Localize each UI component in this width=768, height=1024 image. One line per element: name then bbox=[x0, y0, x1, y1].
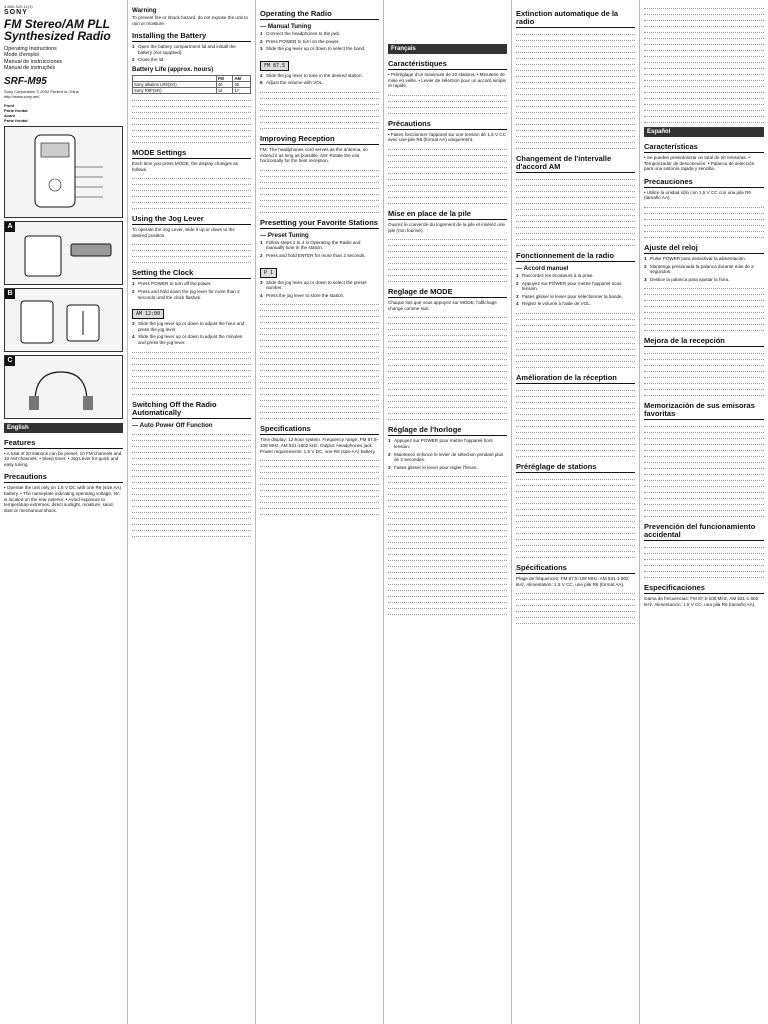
prevencion-heading: Prevención del funcionamiento accidental bbox=[644, 523, 764, 541]
jog-heading: Using the Jog Lever bbox=[132, 215, 251, 225]
language-tab-spanish: Español bbox=[644, 127, 764, 137]
column-6 bbox=[640, 0, 768, 1024]
website-url: http://www.sony.net/ bbox=[4, 93, 40, 99]
fonctionnement-step: 4 Réglez le volume à l'aide de VOL. bbox=[516, 301, 592, 307]
language-tab-french: Français bbox=[388, 44, 507, 54]
doc-title: FM Stereo/AM PLL Synthesized Radio bbox=[4, 17, 111, 43]
horloge-heading: Réglage de l'horloge bbox=[388, 426, 507, 436]
jog-text: To operate the Jog Lever, slide it up or down to the desired position. bbox=[132, 227, 235, 238]
table-row: Sony alkaline LR6(SG) 40 55 bbox=[133, 81, 251, 87]
operating-step: 5 Adjust the volume with VOL. bbox=[260, 80, 324, 86]
fonctionnement-step: 2 Appuyez sur POWER pour mettre l'appareil sous tension. bbox=[516, 280, 622, 292]
especificaciones-text: Gama de frecuencias: FM 87,5-108 MHz, AM 531-1 602 kHz. Alimentación: 1,5 V CC, una pila R6 (tamaño AA). bbox=[644, 596, 759, 607]
part-label: Parte frontal bbox=[4, 117, 28, 123]
part-label: Front bbox=[4, 102, 15, 108]
radio-front-figure bbox=[4, 126, 123, 218]
mise-heading: Mise en place de la pile bbox=[388, 210, 507, 220]
preset-subheading: — Preset Tuning bbox=[260, 231, 309, 239]
specs-text: Time display: 12-hour system. Frequency range: FM 87.5-108 MHz, AM 531-1602 kHz. Output: Headphones jack. Power requirements: 1.5 V DC, one R6 (size AA) battery. bbox=[260, 437, 379, 454]
radio-drawing bbox=[5, 127, 123, 215]
fonctionnement-subheading: — Accord manuel bbox=[516, 265, 569, 272]
preset-display-illustration: P 1 bbox=[260, 268, 277, 278]
specs-fr-heading: Spécifications bbox=[516, 564, 635, 574]
preset-step: 3 Slide the jog lever up or down to select the preset number. bbox=[260, 279, 367, 291]
language-tab-english: English bbox=[4, 423, 123, 433]
operating-step: 2 Press POWER to turn on the power. bbox=[260, 38, 340, 44]
reception-heading: Improving Reception bbox=[260, 135, 379, 145]
fonctionnement-heading: Fonctionnement de la radio bbox=[516, 252, 635, 262]
reloj-step: 2 Mantenga presionada la palanca durante más de 2 segundos. bbox=[644, 263, 754, 275]
specs-fr-text: Plage de fréquences: FM 87,5-108 MHz, AM 531-1 602 kHz. Alimentation: 1,5 V CC, une pile R6 (format AA). bbox=[516, 575, 629, 587]
clock-step: 1 Press POWER to turn off the power. bbox=[132, 281, 212, 287]
figure-b bbox=[4, 288, 123, 352]
preset-step: 1 Follow steps 1 to 4 in Operating the Radio and manually tune in the station. bbox=[260, 239, 361, 251]
table-header-row: FM AM bbox=[133, 75, 251, 81]
clock-step: 4 Slide the jog lever up or down to adjust the minutes and press the jog lever. bbox=[132, 334, 243, 345]
battery-life-label: Battery Life (approx. hours) bbox=[132, 65, 214, 73]
reloj-step: 1 Pulse POWER para desactivar la alimentación. bbox=[644, 255, 746, 261]
mise-text: Ouvrez le couvercle du logement de la pile et insérez une pile (non fournie). bbox=[388, 221, 505, 233]
column-4 bbox=[384, 0, 512, 1024]
auto-off-subheading: — Auto Power Off Function bbox=[132, 421, 213, 429]
column-2 bbox=[128, 0, 256, 1024]
column-1 bbox=[0, 0, 128, 1024]
memorizacion-heading: Memorización de sus emisoras favoritas bbox=[644, 402, 764, 420]
carac-heading: Características bbox=[644, 143, 764, 153]
precautions-fr-heading: Précautions bbox=[388, 120, 507, 130]
column-3 bbox=[256, 0, 384, 1024]
clock-display-illustration: AM 12:00 bbox=[132, 309, 164, 319]
part-label: Avant bbox=[4, 112, 15, 118]
clock-step: 3 Slide the jog lever up or down to adjust the hour and press the jog lever. bbox=[132, 321, 245, 332]
reloj-step: 3 Deslice la palanca para ajustar la hora. bbox=[644, 276, 730, 282]
column-5 bbox=[512, 0, 640, 1024]
operating-step: 4 Slide the jog lever to tune in the desired station. bbox=[260, 72, 363, 78]
language-item: Operating Instructions bbox=[4, 46, 57, 52]
preset-step: 4 Press the jog lever to store the station. bbox=[260, 292, 345, 298]
auto-off-heading: Switching Off the Radio Automatically bbox=[132, 401, 251, 419]
language-item: Manual de instrucciones bbox=[4, 58, 63, 65]
language-list bbox=[4, 46, 123, 72]
horloge-step: 1 Appuyez sur POWER pour mettre l'appareil hors tension. bbox=[388, 438, 493, 449]
preset-step: 2 Press and hold ENTER for more than 2 seconds. bbox=[260, 252, 366, 258]
warning-heading: Warning bbox=[132, 7, 157, 14]
figure-a bbox=[4, 221, 123, 285]
operating-step: 1 Connect the headphones to the jack. bbox=[260, 31, 341, 36]
mejora-heading: Mejora de la recepción bbox=[644, 337, 764, 347]
battery-life-table bbox=[132, 75, 251, 94]
preregl-heading: Préréglage de stations bbox=[516, 463, 635, 473]
operating-step: 3 Slide the jog lever up or down to select the band. bbox=[260, 46, 366, 52]
horloge-step: 2 Maintenez enfoncé le levier de sélection pendant plus de 2 secondes. bbox=[388, 451, 504, 463]
reloj-heading: Ajuste del reloj bbox=[644, 244, 764, 254]
features-text: • A total of 20 stations can be preset, 10 FM channels and 10 AM channels. • Sleep timer. • Jog Lever for quick and easy tuning. bbox=[4, 450, 122, 467]
warning-text: To prevent fire or shock hazard, do not expose the unit to rain or moisture. bbox=[132, 15, 248, 26]
precautions-fr-text: • Faites fonctionner l'appareil sur une tension de 1,5 V CC avec une pile R6 (format AA) uniquement. bbox=[388, 131, 506, 143]
mode-fr-text: Chaque fois que vous appuyez sur MODE, l'affichage change comme suit. bbox=[388, 300, 497, 311]
language-item: Manual de instruções bbox=[4, 65, 56, 72]
caract-text: • Préréglage d'un maximum de 20 stations. • Minuterie de mise en veille. • Levier de sélection pour un accord simple et rapide. bbox=[388, 72, 507, 89]
jog-lever-drawing bbox=[5, 289, 123, 349]
horloge-step: 3 Faites glisser le levier pour régler l'heure. bbox=[388, 464, 478, 470]
fm-display-illustration: FM 87.5 bbox=[260, 61, 289, 71]
mode-fr-heading: Reglage de MODE bbox=[388, 288, 507, 298]
doc-code: 3-860-920-11(1) bbox=[4, 4, 33, 9]
battery-heading: Installing the Battery bbox=[132, 32, 251, 42]
fonctionnement-step: 1 Raccordez les écouteurs à la prise. bbox=[516, 273, 594, 278]
figure-b-label: B bbox=[5, 289, 15, 299]
headphones-drawing bbox=[5, 356, 123, 416]
caract-heading: Caractéristiques bbox=[388, 60, 507, 70]
language-item: Mode d'emploi bbox=[4, 52, 39, 59]
extinction-heading: Extinction automatique de la radio bbox=[516, 10, 635, 28]
brand-logo: SONY bbox=[4, 9, 28, 16]
battery-step: 1 Open the battery compartment lid and install the battery (not supplied). bbox=[132, 44, 236, 55]
mode-heading: MODE Settings bbox=[132, 149, 251, 159]
table-row: Sony R6P(SR) 14 17 bbox=[133, 87, 251, 93]
precauciones-heading: Precauciones bbox=[644, 178, 764, 188]
operating-subheading: — Manual Tuning bbox=[260, 23, 312, 30]
changement-heading: Changement de l'intervalle d'accord AM bbox=[516, 155, 635, 173]
amelioration-heading: Amélioration de la réception bbox=[516, 374, 635, 384]
carac-text: • Se pueden presintonizar un total de 20 emisoras. • Temporizador de desconexión. • Palanca de selección para una sintonía rápida y sencilla. bbox=[644, 155, 755, 172]
part-labels bbox=[4, 103, 123, 123]
battery-install-drawing bbox=[5, 222, 123, 282]
figure-c-label: C bbox=[5, 356, 15, 366]
clock-heading: Setting the Clock bbox=[132, 269, 251, 279]
precauciones-text: • Utilice la unidad sólo con 1,5 V CC con una pila R6 (tamaño AA). bbox=[644, 189, 751, 201]
battery-step: 2 Close the lid. bbox=[132, 57, 165, 63]
copyright: Sony Corporation © 2002 Printed in China bbox=[4, 88, 79, 94]
fonctionnement-step: 3 Faites glisser le levier pour sélectionner la bande. bbox=[516, 293, 623, 299]
specs-heading: Specifications bbox=[260, 425, 379, 435]
precautions-heading: Precautions bbox=[4, 473, 123, 483]
figure-c bbox=[4, 355, 123, 419]
operating-heading: Operating the Radio bbox=[260, 10, 379, 20]
features-heading: Features bbox=[4, 439, 123, 449]
clock-step: 2 Press and hold down the jog lever for more than 2 seconds until the clock flashes. bbox=[132, 288, 240, 300]
figure-a-label: A bbox=[5, 222, 15, 232]
precautions-text: • Operate the unit only on 1.5 V DC with one R6 (size AA) battery. • The nameplate indicating operating voltage, etc. is located on the rear exterior. • Avoid exposure to temperature extremes, direct sunlight, moisture, sand, dust or mechanical shock. bbox=[4, 485, 122, 513]
model-number: SRF-M95 bbox=[4, 75, 47, 87]
mode-text: Each time you press MODE, the display changes as follows. bbox=[132, 160, 238, 172]
part-label: Parte frontal bbox=[4, 107, 28, 113]
especificaciones-heading: Especificaciones bbox=[644, 584, 764, 594]
reception-text: FM: The headphones cord serves as the antenna, so extend it as long as possible. AM: Rotate the unit horizontally for the best reception. bbox=[260, 146, 368, 164]
preset-heading: Presetting your Favorite Stations bbox=[260, 217, 378, 227]
